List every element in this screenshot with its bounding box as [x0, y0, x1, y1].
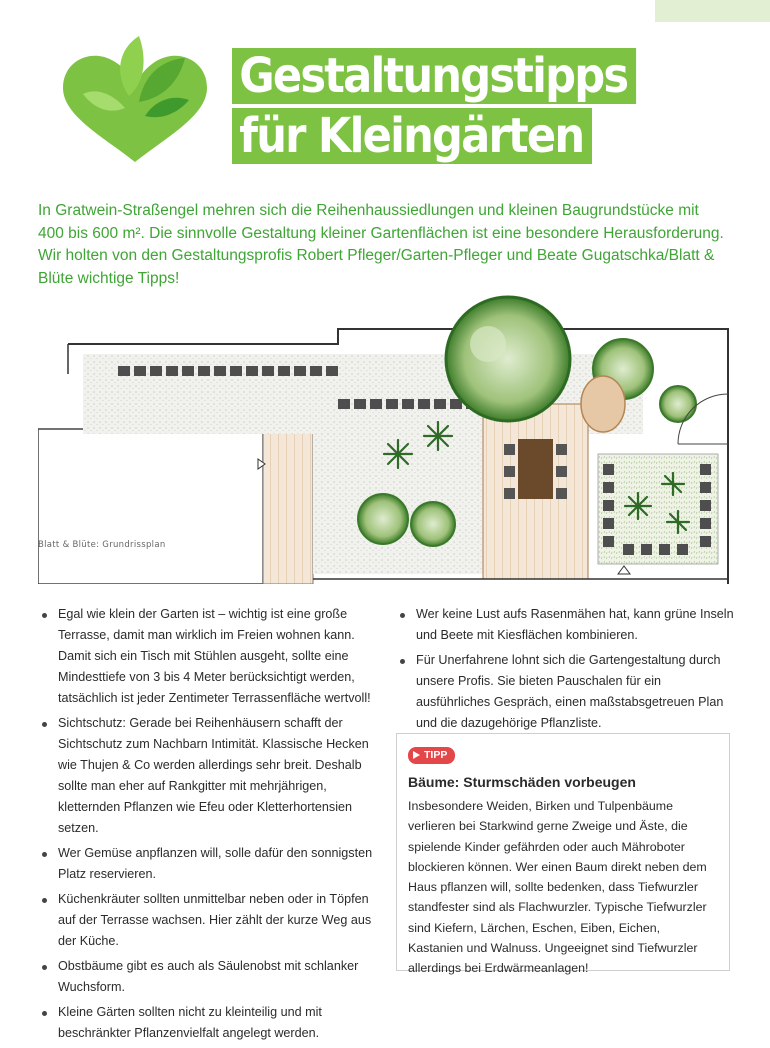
list-item: Kleine Gärten sollten nicht zu kleinteilig und mit beschränkter Pflanzenvielfalt angelegt werden. — [40, 1002, 385, 1044]
heart-leaves-icon — [55, 30, 215, 170]
list-item: Egal wie klein der Garten ist – wichtig ist eine große Terrasse, damit man wirklich im Freien wohnen kann. Damit sich ein Tisch mit Stühlen ausgeht, sollte eine Mindesttiefe von 3 bis 4 Meter berücksichtigt werden, tatsächlich ist jeder Zentimeter Terrassenfläche wertvoll! — [40, 604, 385, 709]
list-item: Obstbäume gibt es auch als Säulenobst mit schlanker Wuchsform. — [40, 956, 385, 998]
bullet-icon — [42, 722, 47, 727]
list-item: Für Unerfahrene lohnt sich die Gartengestaltung durch unsere Profis. Sie bieten Pauschalen für ein ausführliches Gespräch, einen maßstabsgetreuen Plan und die dazugehörige Pflanzliste. — [398, 650, 738, 734]
plan-caption: Blatt & Blüte: Grundrissplan — [38, 540, 166, 550]
tips-list-right — [398, 604, 738, 738]
tip-badge-label: TIPP — [424, 749, 448, 761]
bullet-icon — [42, 613, 47, 618]
list-item: Küchenkräuter sollten unmittelbar neben oder in Töpfen auf der Terrasse wachsen. Hier zählt der kurze Weg aus der Küche. — [40, 889, 385, 952]
tip-box — [396, 733, 730, 976]
list-item: Wer keine Lust aufs Rasenmähen hat, kann grüne Inseln und Beete mit Kiesflächen kombinieren. — [398, 604, 738, 646]
page-title-line-2: für Kleingärten — [232, 108, 592, 164]
intro-paragraph: In Gratwein-Straßengel mehren sich die Reihenhaussiedlungen und kleinen Baugrundstücke mit 400 bis 600 m². Die sinnvolle Gestaltung kleiner Gartenflächen ist eine besondere Herausforderung. Wir holten von den Gestaltungsprofis Robert Pfleger/Garten-Pfleger und Beate Gugatschka/Blatt & Blüte wichtige Tipps! — [38, 202, 724, 288]
tip-badge — [408, 747, 455, 764]
tip-text: Insbesondere Weiden, Birken und Tulpenbäume verlieren bei Starkwind gerne Zweige und Äste, die spielende Kinder gefährden oder auch Mähroboter blockieren können. Wer einen Baum direkt neben dem Haus pflanzen will, sollte bedenken, dass Tiefwurzler standfester sind als Flachwurzler. Typische Tiefwurzler sind Kiefern, Lärchen, Eschen, Eiben, Eichen, Kastanien und Walnuss. Ungeeignet sind Tiefwurzler allerdings bei Erdwärmeanlagen! — [408, 799, 707, 976]
bullet-icon — [400, 613, 405, 618]
bullet-icon — [42, 898, 47, 903]
tips-list-left — [40, 604, 385, 1048]
bullet-icon — [42, 965, 47, 970]
tip-title: Bäume: Sturmschäden vorbeugen — [408, 774, 636, 790]
list-item: Sichtschutz: Gerade bei Reihenhäusern schafft der Sichtschutz zum Nachbarn Intimität. Klassische Hecken wie Thujen & Co werden allerdings sehr breit. Deshalb sollte man eher auf Rankgitter mit mehrjährigen, kletternden Pflanzen wie Efeu oder Kletterhortensien setzen. — [40, 713, 385, 839]
arrow-right-icon — [413, 751, 420, 759]
bullet-icon — [42, 1011, 47, 1016]
bullet-icon — [400, 659, 405, 664]
list-item: Wer Gemüse anpflanzen will, solle dafür den sonnigsten Platz reservieren. — [40, 843, 385, 885]
page-title-line-1: Gestaltungstipps — [232, 48, 636, 104]
bullet-icon — [42, 852, 47, 857]
corner-tab — [655, 0, 770, 22]
